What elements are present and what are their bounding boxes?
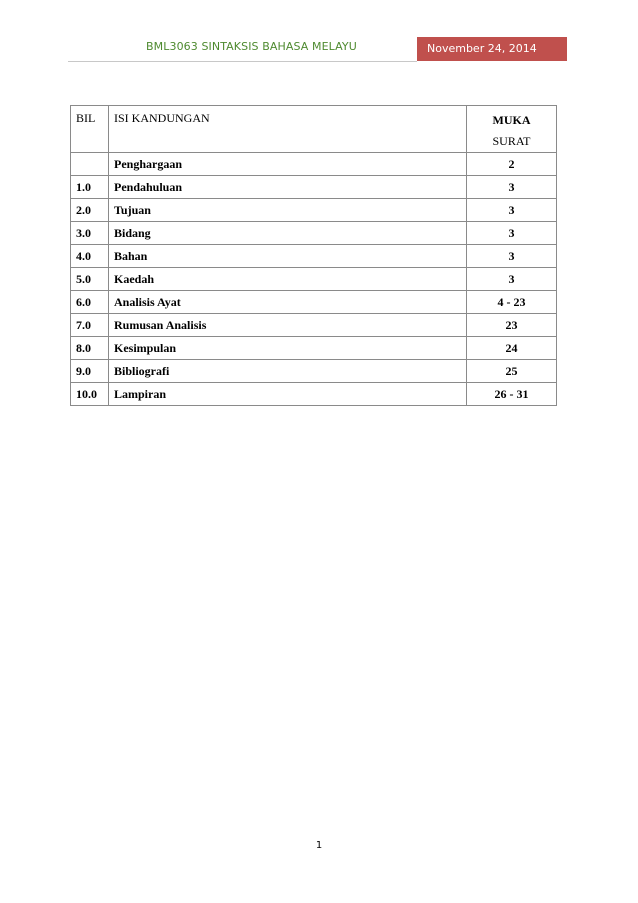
table-row [71, 360, 557, 383]
table-row [71, 337, 557, 360]
row-bil: 3.0 [71, 222, 109, 245]
row-page: 26 - 31 [467, 383, 557, 406]
table-of-contents [70, 105, 557, 406]
row-bil: 1.0 [71, 176, 109, 199]
row-bil: 6.0 [71, 291, 109, 314]
row-title: Tujuan [109, 199, 467, 222]
row-title: Bahan [109, 245, 467, 268]
table-row [71, 153, 557, 176]
row-page: 3 [467, 199, 557, 222]
row-bil: 5.0 [71, 268, 109, 291]
table-row [71, 245, 557, 268]
page-number: 1 [315, 840, 323, 851]
table-row [71, 222, 557, 245]
row-page: 3 [467, 176, 557, 199]
row-bil: 10.0 [71, 383, 109, 406]
row-page: 23 [467, 314, 557, 337]
row-page: 4 - 23 [467, 291, 557, 314]
header-date: November 24, 2014 [417, 37, 567, 61]
row-page: 2 [467, 153, 557, 176]
table-row [71, 314, 557, 337]
row-title: Pendahuluan [109, 176, 467, 199]
row-title: Kaedah [109, 268, 467, 291]
header-title: BML3063 SINTAKSIS BAHASA MELAYU [146, 40, 357, 53]
row-page: 3 [467, 245, 557, 268]
table-header-row [71, 106, 557, 153]
row-bil: 9.0 [71, 360, 109, 383]
row-title: Kesimpulan [109, 337, 467, 360]
row-title: Penghargaan [109, 153, 467, 176]
header-page [467, 106, 557, 153]
row-page: 25 [467, 360, 557, 383]
table-row [71, 199, 557, 222]
table-row [71, 291, 557, 314]
header-page-line1: MUKA [492, 113, 531, 127]
header-divider [68, 61, 417, 62]
row-bil: 4.0 [71, 245, 109, 268]
row-title: Bibliografi [109, 360, 467, 383]
row-bil [71, 153, 109, 176]
row-title: Rumusan Analisis [109, 314, 467, 337]
table-row [71, 268, 557, 291]
row-page: 3 [467, 268, 557, 291]
table-row [71, 176, 557, 199]
header-content: ISI KANDUNGAN [109, 106, 467, 153]
row-title: Analisis Ayat [109, 291, 467, 314]
row-bil: 7.0 [71, 314, 109, 337]
header-bil: BIL [71, 106, 109, 153]
table-row [71, 383, 557, 406]
row-bil: 2.0 [71, 199, 109, 222]
row-page: 3 [467, 222, 557, 245]
row-bil: 8.0 [71, 337, 109, 360]
header-page-line2: SURAT [492, 134, 531, 148]
row-title: Lampiran [109, 383, 467, 406]
row-title: Bidang [109, 222, 467, 245]
row-page: 24 [467, 337, 557, 360]
